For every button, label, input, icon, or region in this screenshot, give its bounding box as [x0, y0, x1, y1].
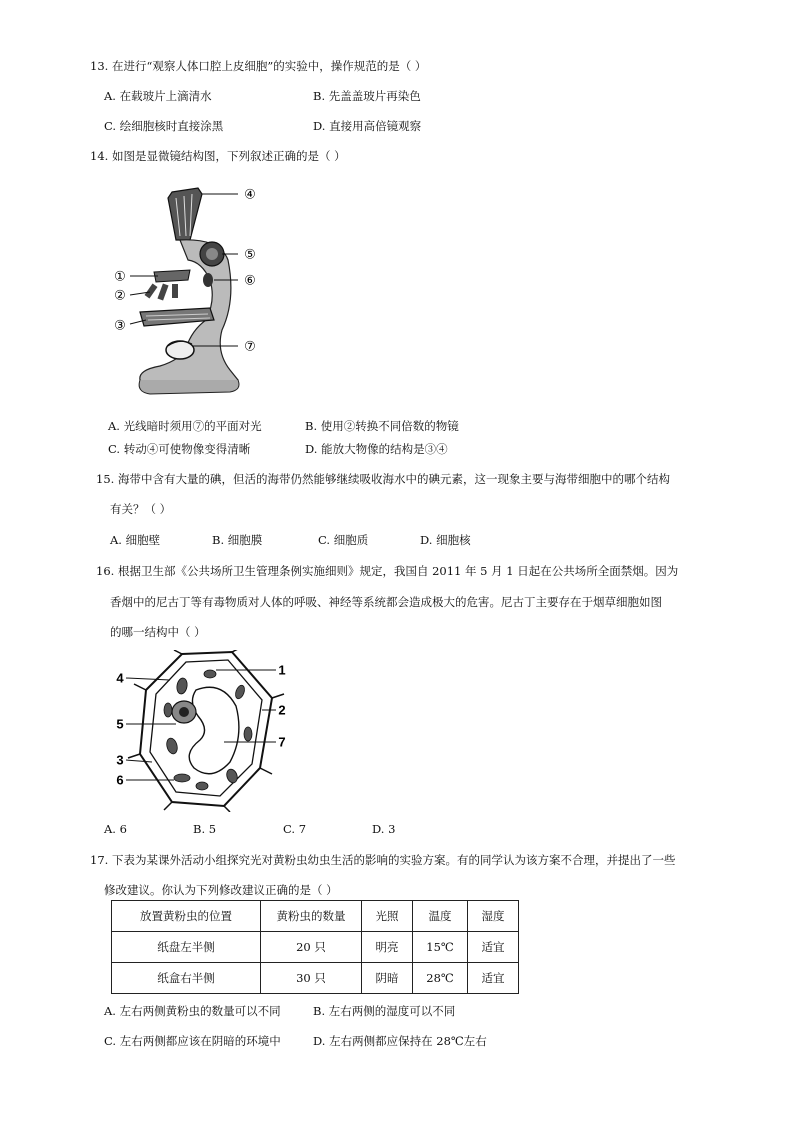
table-cell: 阴暗	[362, 963, 413, 994]
microscope-label-1: ①	[114, 268, 126, 284]
microscope-label-4: ④	[244, 186, 256, 202]
q17-stem-line1: 17. 下表为某课外活动小组探究光对黄粉虫幼虫生活的影响的实验方案。有的同学认为该方案不合理，并提出了一些	[90, 853, 676, 867]
microscope-label-7: ⑦	[244, 338, 256, 354]
table-header-row	[112, 901, 519, 932]
table-cell: 明亮	[362, 932, 413, 963]
q17-option-d: D. 左右两侧都应保持在 28℃左右	[313, 1034, 487, 1048]
q16-option-b: B. 5	[193, 822, 217, 836]
q14-option-c: C. 转动④可使物像变得清晰	[108, 442, 251, 456]
q17-option-a: A. 左右两侧黄粉虫的数量可以不同	[104, 1004, 281, 1018]
q15-stem-line2: 有关？（ ）	[110, 502, 172, 516]
table-cell: 20 只	[261, 932, 362, 963]
q15-option-d: D. 细胞核	[420, 533, 471, 547]
q16-option-a: A. 6	[104, 822, 127, 836]
q13-option-d: D. 直接用高倍镜观察	[313, 119, 422, 133]
table-header-cell: 放置黄粉虫的位置	[112, 901, 261, 932]
table-cell: 纸盒右半侧	[112, 963, 261, 994]
table-header-cell: 温度	[413, 901, 468, 932]
experiment-table	[111, 900, 519, 994]
table-header-cell: 湿度	[468, 901, 519, 932]
cell-label-2: 2	[278, 702, 286, 718]
q14-stem: 14. 如图是显微镜结构图，下列叙述正确的是（ ）	[90, 149, 346, 163]
microscope-label-2: ②	[114, 287, 126, 303]
q16-stem-line2: 香烟中的尼古丁等有毒物质对人体的呼吸、神经等系统都会造成极大的危害。尼古丁主要存在于烟草细胞如图	[110, 595, 662, 609]
cell-label-6: 6	[116, 772, 124, 788]
q17-option-c: C. 左右两侧都应该在阴暗的环境中	[104, 1034, 281, 1048]
q15-option-b: B. 细胞膜	[212, 533, 263, 547]
table-header-cell: 黄粉虫的数量	[261, 901, 362, 932]
q16-option-c: C. 7	[283, 822, 307, 836]
table-row	[112, 963, 519, 994]
q13-stem: 13. 在进行“观察人体口腔上皮细胞”的实验中，操作规范的是（ ）	[90, 59, 427, 73]
q16-stem-line1: 16. 根据卫生部《公共场所卫生管理条例实施细则》规定，我国自 2011 年 5 月 1 日起在公共场所全面禁烟。因为	[96, 564, 679, 578]
q16-stem-line3: 的哪一结构中（ ）	[110, 625, 206, 639]
q13-option-c: C. 绘细胞核时直接涂黑	[104, 119, 224, 133]
q13-option-a: A. 在载玻片上滴清水	[104, 89, 212, 103]
table-cell: 15℃	[413, 932, 468, 963]
cell-label-3: 3	[116, 752, 124, 768]
q13-option-b: B. 先盖盖玻片再染色	[313, 89, 421, 103]
table-cell: 适宜	[468, 932, 519, 963]
q17-option-b: B. 左右两侧的湿度可以不同	[313, 1004, 456, 1018]
cell-vacuole	[189, 687, 239, 774]
q15-stem-line1: 15. 海带中含有大量的碘，但活的海带仍然能够继续吸收海水中的碘元素，这一现象主要与海带细胞中的哪个结构	[96, 472, 670, 486]
q14-option-b: B. 使用②转换不同倍数的物镜	[305, 419, 459, 433]
q15-option-a: A. 细胞壁	[110, 533, 161, 547]
microscope-body	[139, 240, 239, 394]
table-cell: 30 只	[261, 963, 362, 994]
microscope-figure	[110, 180, 280, 412]
cell-label-4: 4	[116, 670, 124, 686]
q14-option-a: A. 光线暗时须用⑦的平面对光	[108, 419, 262, 433]
table-cell: 28℃	[413, 963, 468, 994]
microscope-eyepiece	[168, 188, 202, 240]
table-header-cell: 光照	[362, 901, 413, 932]
cell-nucleus	[172, 701, 196, 723]
table-cell: 适宜	[468, 963, 519, 994]
cell-label-7: 7	[278, 734, 286, 750]
q16-option-d: D. 3	[372, 822, 396, 836]
cell-label-5: 5	[116, 716, 124, 732]
plant-cell-figure	[112, 650, 302, 812]
q14-option-d: D. 能放大物像的结构是③④	[305, 442, 448, 456]
table-cell: 纸盘左半侧	[112, 932, 261, 963]
q17-stem-line2: 修改建议。你认为下列修改建议正确的是（ ）	[104, 883, 338, 897]
cell-label-1: 1	[278, 662, 286, 678]
microscope-label-5: ⑤	[244, 246, 256, 262]
q15-option-c: C. 细胞质	[318, 533, 369, 547]
microscope-label-3: ③	[114, 317, 126, 333]
microscope-label-6: ⑥	[244, 272, 256, 288]
table-row	[112, 932, 519, 963]
